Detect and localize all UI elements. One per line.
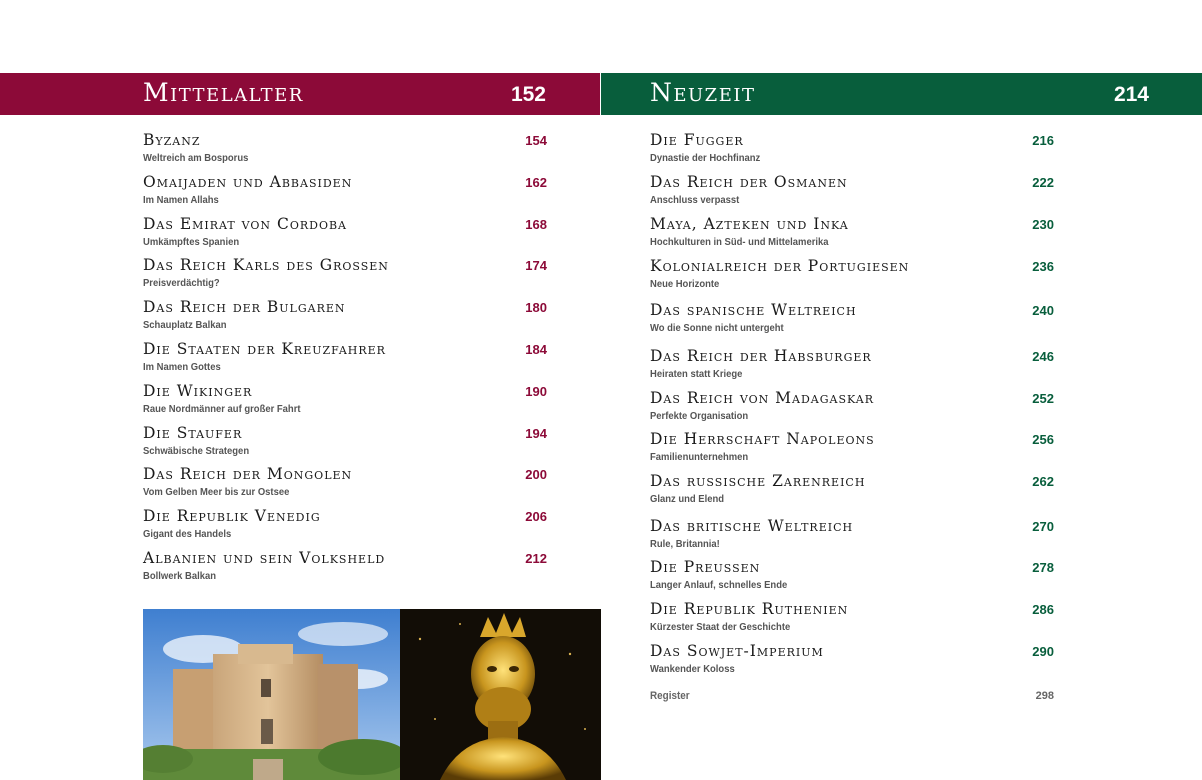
toc-entry-subtitle: Umkämpftes Spanien	[143, 236, 240, 248]
toc-entry-subtitle: Wo die Sonne nicht untergeht	[650, 322, 784, 334]
section-page-number: 152	[510, 83, 546, 106]
toc-entry-subtitle: Gigant des Handels	[143, 528, 232, 540]
toc-entry-subtitle: Kürzester Staat der Geschichte	[650, 621, 791, 633]
toc-entry-title: Das Reich der Habsburger	[650, 347, 872, 365]
toc-entry-subtitle: Dynastie der Hochfinanz	[650, 152, 761, 164]
toc-entry-page: 190	[525, 384, 547, 399]
toc-entry-page: 154	[525, 133, 547, 148]
section-title: Mittelalter	[143, 78, 304, 107]
toc-entry-subtitle: Schwäbische Strategen	[143, 445, 250, 457]
toc-entry-subtitle: Heiraten statt Kriege	[650, 368, 743, 380]
toc-entry-subtitle: Anschluss verpasst	[650, 194, 740, 206]
toc-entry-title: Kolonialreich der Portugiesen	[650, 257, 910, 275]
toc-entry-page: 194	[525, 426, 547, 441]
toc-entry-title: Die Wikinger	[143, 382, 253, 400]
toc-entry-page: 168	[525, 217, 547, 232]
register-label: Register	[650, 690, 690, 702]
toc-entry-page: 184	[525, 342, 547, 357]
toc-entry-page: 162	[525, 175, 547, 190]
castle-photo	[143, 609, 400, 780]
toc-entry-subtitle: Schauplatz Balkan	[143, 319, 227, 331]
toc-entry-subtitle: Im Namen Allahs	[143, 194, 219, 206]
toc-entry-subtitle: Vom Gelben Meer bis zur Ostsee	[143, 486, 290, 498]
toc-entry-subtitle: Im Namen Gottes	[143, 361, 221, 373]
toc-entry-page: 286	[1032, 602, 1054, 617]
section-header-mittelalter	[0, 73, 600, 115]
toc-entry-page: 174	[525, 258, 547, 273]
toc-entry-page: 200	[525, 467, 547, 482]
toc-entry-title: Albanien und sein Volksheld	[143, 549, 386, 567]
toc-entry-title: Das Reich von Madagaskar	[650, 389, 874, 407]
toc-entry-page: 270	[1032, 519, 1054, 534]
toc-entry-subtitle: Hochkulturen in Süd- und Mittelamerika	[650, 236, 829, 248]
toc-entry-title: Das Reich der Bulgaren	[143, 298, 346, 316]
toc-entry-subtitle: Raue Nordmänner auf großer Fahrt	[143, 403, 301, 415]
section-title: Neuzeit	[650, 78, 756, 107]
toc-entry-page: 246	[1032, 349, 1054, 364]
toc-entry-subtitle: Glanz und Elend	[650, 493, 725, 505]
section-header-neuzeit	[601, 73, 1202, 115]
toc-entry-page: 252	[1032, 391, 1054, 406]
photo-strip	[143, 609, 601, 780]
toc-entry-title: Das britische Weltreich	[650, 517, 854, 535]
toc-entry-title: Maya, Azteken und Inka	[650, 215, 849, 233]
toc-entry-title: Die Staaten der Kreuzfahrer	[143, 340, 386, 358]
register-page: 298	[1035, 690, 1054, 702]
toc-entry-page: 230	[1032, 217, 1054, 232]
toc-entry-subtitle: Neue Horizonte	[650, 278, 720, 290]
toc-entry-title: Die Fugger	[650, 131, 744, 149]
toc-entry-title: Das spanische Weltreich	[650, 301, 857, 319]
toc-entry-title: Das Sowjet-Imperium	[650, 642, 824, 660]
toc-entry-title: Das Reich der Mongolen	[143, 465, 353, 483]
toc-entry-page: 240	[1032, 303, 1054, 318]
toc-entry-page: 278	[1032, 560, 1054, 575]
toc-entry-page: 256	[1032, 432, 1054, 447]
toc-entry-page: 216	[1032, 133, 1054, 148]
section-page-number: 214	[1113, 83, 1149, 106]
toc-entry-subtitle: Rule, Britannia!	[650, 538, 720, 550]
toc-entry-page: 206	[525, 509, 547, 524]
toc-entry-title: Die Herrschaft Napoleons	[650, 430, 875, 448]
toc-entry-title: Omaijaden und Abbasiden	[143, 173, 353, 191]
toc-entry-title: Die Republik Ruthenien	[650, 600, 849, 618]
toc-entry-title: Das Reich Karls des Grossen	[143, 256, 389, 274]
toc-entry-title: Die Staufer	[143, 424, 243, 442]
toc-entry-page: 262	[1032, 474, 1054, 489]
toc-entry-title: Das russische Zarenreich	[650, 472, 866, 490]
toc-entry-page: 180	[525, 300, 547, 315]
toc-entry-subtitle: Weltreich am Bosporus	[143, 152, 249, 164]
toc-entry-page: 236	[1032, 259, 1054, 274]
toc-entry-subtitle: Preisverdächtig?	[143, 277, 220, 289]
toc-entry-page: 212	[525, 551, 547, 566]
toc-entry-page: 222	[1032, 175, 1054, 190]
toc-entry-subtitle: Langer Anlauf, schnelles Ende	[650, 579, 788, 591]
toc-entry-subtitle: Familienunternehmen	[650, 451, 749, 463]
toc-entry-title: Die Preussen	[650, 558, 761, 576]
toc-entry-subtitle: Bollwerk Balkan	[143, 570, 217, 582]
toc-entry-title: Byzanz	[143, 131, 201, 149]
toc-entry-subtitle: Wankender Koloss	[650, 663, 735, 675]
toc-entry-title: Das Reich der Osmanen	[650, 173, 848, 191]
toc-entry-title: Das Emirat von Cordoba	[143, 215, 347, 233]
golden-bust-photo	[400, 609, 601, 780]
toc-entry-title: Die Republik Venedig	[143, 507, 321, 525]
toc-entry-subtitle: Perfekte Organisation	[650, 410, 749, 422]
toc-entry-page: 290	[1032, 644, 1054, 659]
